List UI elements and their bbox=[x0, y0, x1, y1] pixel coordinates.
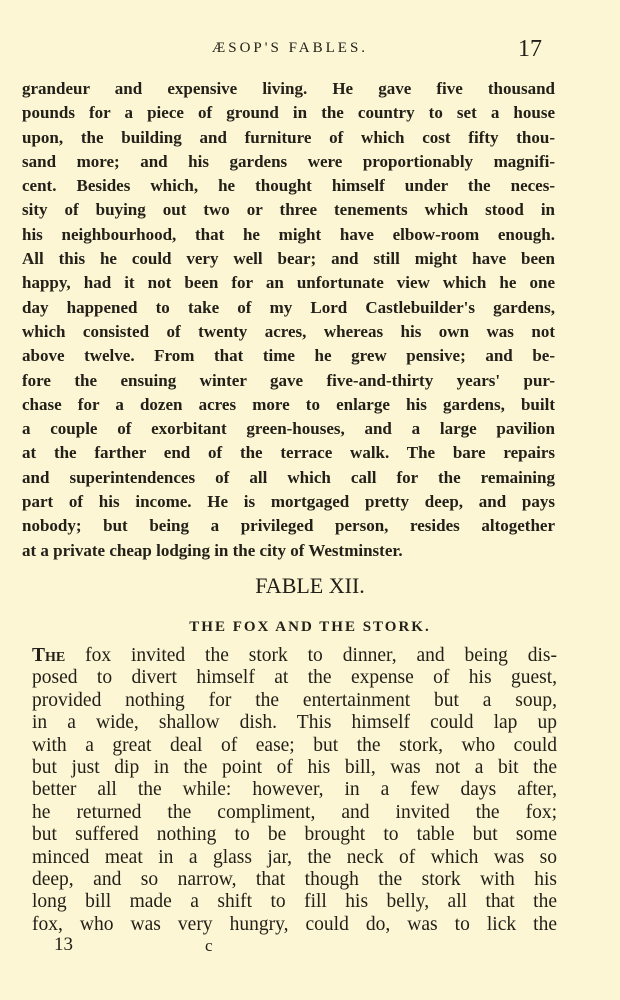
fable-title: FABLE XII. bbox=[255, 573, 365, 598]
text-line: and superintendences of all which call for the remaining bbox=[22, 467, 555, 487]
text-line: at the farther end of the terrace walk. The bare repairs bbox=[22, 443, 555, 463]
text-line: which consisted of twenty acres, whereas his own was not bbox=[22, 321, 555, 341]
fable-first-word: The bbox=[32, 645, 66, 666]
text-line: happy, had it not been for an unfortunate view which he one bbox=[22, 273, 555, 293]
text-line: at a private cheap lodging in the city of Westminster. bbox=[22, 540, 403, 560]
signature-letter: c bbox=[205, 936, 213, 955]
fable-subtitle: THE FOX AND THE STORK. bbox=[189, 619, 431, 635]
text-line: long bill made a shift to fill his belly, all that the bbox=[32, 891, 557, 913]
signature-mark: 13 bbox=[54, 934, 73, 955]
text-line: better all the while: however, in a few days after, bbox=[32, 779, 557, 801]
fable-paragraph bbox=[32, 645, 557, 936]
text-line: in a wide, shallow dish. This himself could lap up bbox=[32, 712, 557, 734]
text-line: sity of buying out two or three tenements which stood in bbox=[22, 200, 555, 220]
text-line: posed to divert himself at the expense of his guest, bbox=[32, 667, 557, 689]
text-line: sand more; and his gardens were proportionably magnifi- bbox=[22, 151, 555, 171]
text-line: he returned the compliment, and invited the fox; bbox=[32, 801, 557, 823]
text-line: nobody; but being a privileged person, resides altogether bbox=[22, 516, 555, 536]
running-title: ÆSOP'S FABLES. bbox=[211, 40, 369, 56]
text-line bbox=[32, 645, 557, 667]
text-line: but suffered nothing to be brought to table but some bbox=[32, 824, 557, 846]
fable-first-line: fox invited the stork to dinner, and being dis- bbox=[65, 645, 557, 666]
running-head bbox=[0, 36, 620, 66]
text-line: minced meat in a glass jar, the neck of which was so bbox=[32, 846, 557, 868]
body-paragraph bbox=[22, 77, 555, 563]
text-line: part of his income. He is mortgaged pretty deep, and pays bbox=[22, 492, 555, 512]
text-line: All this he could very well bear; and still might have been bbox=[22, 249, 555, 269]
text-line: but just dip in the point of his bill, was not a bit the bbox=[32, 756, 557, 778]
text-line: upon, the building and furniture of which cost fifty thou- bbox=[22, 127, 555, 147]
text-line: grandeur and expensive living. He gave five thousand bbox=[22, 79, 555, 98]
text-line: provided nothing for the entertainment but a soup, bbox=[32, 689, 557, 711]
text-line: fore the ensuing winter gave five-and-thirty years' pur- bbox=[22, 370, 555, 390]
page-number: 17 bbox=[518, 36, 542, 62]
text-line: deep, and so narrow, that though the stork with his bbox=[32, 868, 557, 890]
text-line: pounds for a piece of ground in the country to set a house bbox=[22, 103, 555, 123]
text-line: day happened to take of my Lord Castlebuilder's gardens, bbox=[22, 297, 555, 317]
text-line: cent. Besides which, he thought himself under the neces- bbox=[22, 176, 555, 196]
text-line: above twelve. From that time he grew pensive; and be- bbox=[22, 346, 555, 366]
text-line: chase for a dozen acres more to enlarge his gardens, built bbox=[22, 394, 555, 414]
text-line: his neighbourhood, that he might have elbow-room enough. bbox=[22, 224, 555, 244]
text-line: fox, who was very hungry, could do, was to lick the bbox=[32, 913, 557, 935]
text-line: with a great deal of ease; but the stork, who could bbox=[32, 734, 557, 756]
text-line: a couple of exorbitant green-houses, and a large pavilion bbox=[22, 419, 555, 439]
